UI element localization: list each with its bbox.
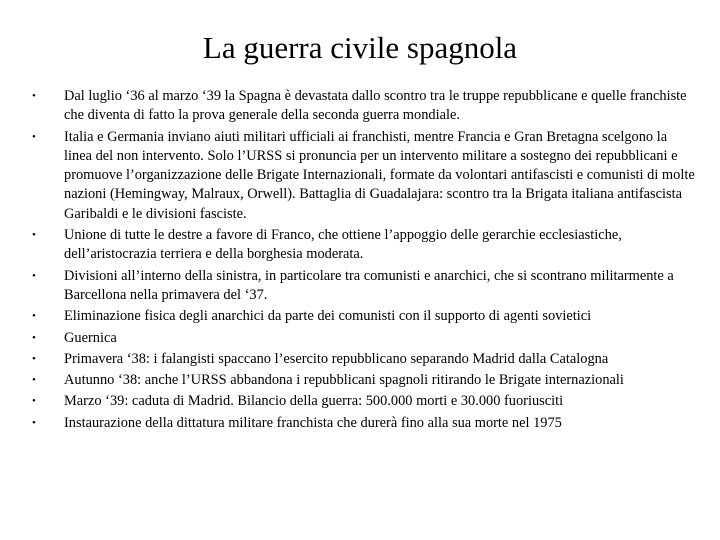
bullet-icon: • bbox=[32, 395, 36, 408]
list-item-text: Primavera ‘38: i falangisti spaccano l’esercito repubblicano separando Madrid dalla Catalogna bbox=[64, 350, 609, 367]
bullet-icon: • bbox=[32, 331, 36, 344]
list-item bbox=[0, 128, 720, 224]
list-item bbox=[0, 414, 720, 433]
list-item bbox=[0, 350, 720, 369]
list-item-text: Divisioni all’interno della sinistra, in particolare tra comunisti e anarchici, che si scontrano militarmente a Barcellona nella primavera del ‘37. bbox=[64, 267, 674, 303]
bullet-icon: • bbox=[32, 229, 36, 242]
list-item-text: Instaurazione della dittatura militare franchista che durerà fino alla sua morte nel 1975 bbox=[64, 414, 562, 431]
list-item bbox=[0, 329, 720, 348]
bullet-icon: • bbox=[32, 130, 36, 143]
list-item-text: Marzo ‘39: caduta di Madrid. Bilancio della guerra: 500.000 morti e 30.000 fuoriusciti bbox=[64, 393, 564, 410]
list-item-text: Italia e Germania inviano aiuti militari ufficiali ai franchisti, mentre Francia e Gran Bretagna scelgono la linea del non intervento. Solo l’URSS si pronuncia per un intervento militare a sostegno dei repubblicani e promuove l’organizzazione delle Brigate Internazionali, formate da volontari antifascisti e comunisti di molte nazioni (Hemingway, Malraux, Orwell). Battaglia di Guadalajara: scontro tra la Brigata italiana antifascista Garibaldi e le divisioni fasciste. bbox=[64, 128, 695, 222]
list-item-text: Eliminazione fisica degli anarchici da parte dei comunisti con il supporto di agenti sovietici bbox=[64, 308, 592, 325]
list-item-text: Guernica bbox=[64, 329, 117, 346]
list-item bbox=[0, 267, 720, 306]
list-item-text: Unione di tutte le destre a favore di Franco, che ottiene l’appoggio delle gerarchie ecclesiastiche, dell’aristocrazia terriera e della borghesia moderata. bbox=[64, 227, 622, 263]
slide-title: La guerra civile spagnola bbox=[202, 30, 518, 65]
list-item bbox=[0, 87, 720, 126]
list-item bbox=[0, 307, 720, 326]
list-item bbox=[0, 226, 720, 265]
list-item bbox=[0, 371, 720, 390]
bullet-icon: • bbox=[32, 310, 36, 323]
bullet-icon: • bbox=[32, 374, 36, 387]
bullet-icon: • bbox=[32, 90, 36, 102]
list-item-text: Dal luglio ‘36 al marzo ‘39 la Spagna è devastata dallo scontro tra le truppe repubblicane e quelle franchiste che diventa di fatto la prova generale della seconda guerra mondiale. bbox=[64, 88, 687, 124]
bullet-list bbox=[0, 87, 720, 435]
list-item bbox=[0, 392, 720, 411]
list-item-text: Autunno ‘38: anche l’URSS abbandona i repubblicani spagnoli ritirando le Brigate internazionali bbox=[64, 372, 624, 389]
bullet-icon: • bbox=[32, 416, 36, 429]
bullet-icon: • bbox=[32, 269, 36, 282]
bullet-icon: • bbox=[32, 352, 36, 365]
